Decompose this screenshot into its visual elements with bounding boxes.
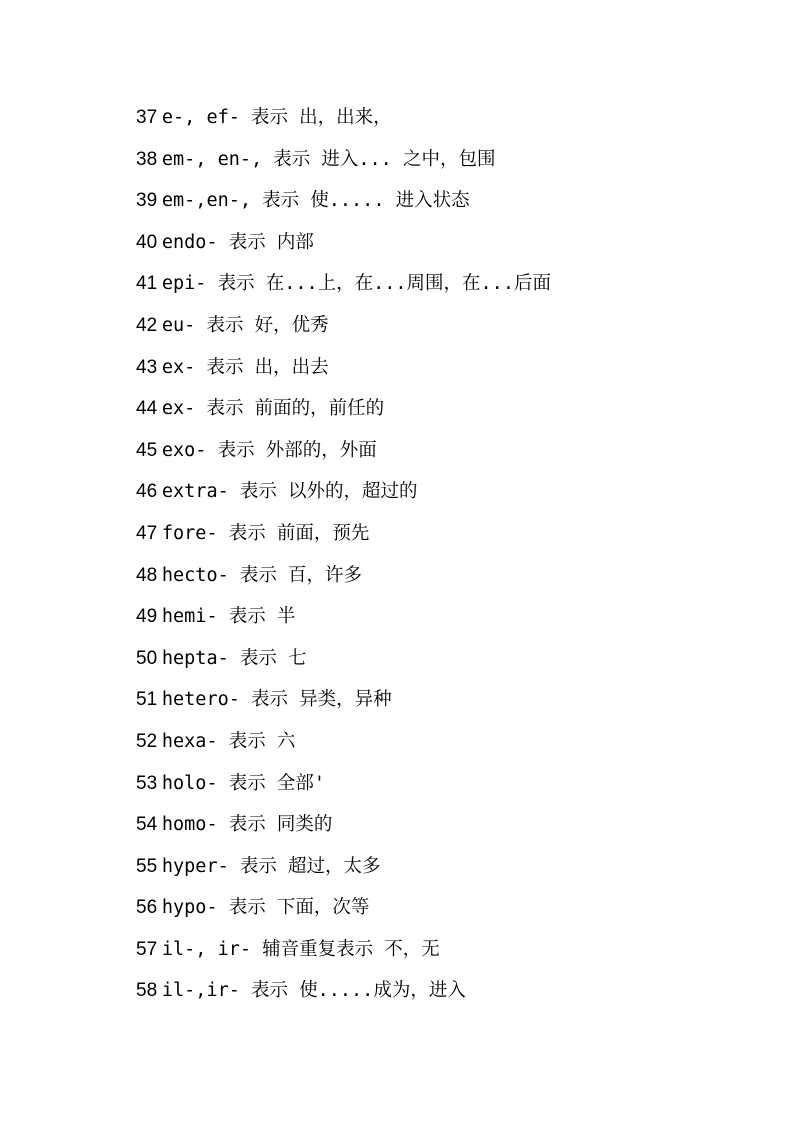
- list-item: [136, 310, 551, 352]
- entry-number: 41: [136, 273, 158, 295]
- list-item: [136, 934, 551, 976]
- list-item: [136, 227, 551, 269]
- entry-text: e-, ef- 表示 出，出来，: [161, 107, 392, 128]
- entry-number: 40: [136, 231, 158, 253]
- list-item: [136, 144, 551, 186]
- list-item: [136, 435, 551, 477]
- entry-number: 50: [136, 647, 158, 669]
- entry-number: 42: [136, 314, 158, 336]
- list-item: [136, 768, 551, 810]
- entry-text: holo- 表示 全部': [161, 772, 325, 794]
- entry-number: 37: [136, 107, 158, 128]
- entry-number: 54: [136, 814, 158, 836]
- entry-number: 38: [136, 148, 158, 170]
- entry-number: 56: [136, 897, 158, 919]
- entry-number: 39: [136, 190, 158, 212]
- entry-number: 52: [136, 730, 158, 752]
- entry-text: hecto- 表示 百，许多: [161, 564, 362, 586]
- list-item: [136, 809, 551, 851]
- prefix-list: [136, 102, 551, 1017]
- entry-number: 51: [136, 689, 158, 711]
- list-item: [136, 268, 551, 310]
- list-item: [136, 185, 551, 227]
- list-item: [136, 352, 551, 394]
- list-item: [136, 851, 551, 893]
- entry-text: em-,en-, 表示 使..... 进入状态: [161, 190, 470, 212]
- entry-number: 48: [136, 564, 158, 586]
- list-item: [136, 518, 551, 560]
- list-item: [136, 975, 551, 1017]
- entry-text: hypo- 表示 下面，次等: [161, 897, 370, 919]
- entry-text: endo- 表示 内部: [161, 231, 314, 253]
- list-item: [136, 393, 551, 435]
- entry-number: 44: [136, 398, 158, 420]
- entry-text: exo- 表示 外部的，外面: [161, 439, 377, 461]
- list-item: [136, 892, 551, 934]
- list-item: [136, 643, 551, 685]
- entry-text: epi- 表示 在...上，在...周围，在...后面: [161, 273, 551, 295]
- entry-text: hyper- 表示 超过，太多: [161, 855, 381, 877]
- list-item: [136, 560, 551, 602]
- entry-number: 43: [136, 356, 158, 378]
- list-item: [136, 102, 551, 144]
- entry-number: 57: [136, 938, 158, 960]
- entry-text: eu- 表示 好，优秀: [161, 314, 329, 336]
- entry-text: il-, ir- 辅音重复表示 不，无: [161, 938, 440, 960]
- entry-number: 55: [136, 855, 158, 877]
- entry-text: hemi- 表示 半: [161, 606, 296, 628]
- entry-text: hetero- 表示 异类，异种: [161, 689, 392, 711]
- entry-text: hexa- 表示 六: [161, 730, 296, 752]
- entry-text: extra- 表示 以外的，超过的: [161, 481, 418, 503]
- entry-text: fore- 表示 前面，预先: [161, 522, 370, 544]
- entry-text: em-, en-, 表示 进入... 之中，包围: [161, 148, 496, 170]
- entry-number: 47: [136, 522, 158, 544]
- entry-text: ex- 表示 出，出去: [161, 356, 329, 378]
- list-item: [136, 476, 551, 518]
- entry-number: 49: [136, 606, 158, 628]
- entry-text: il-,ir- 表示 使.....成为，进入: [161, 980, 466, 1002]
- entry-text: homo- 表示 同类的: [161, 814, 333, 836]
- entry-number: 45: [136, 439, 158, 461]
- list-item: [136, 726, 551, 768]
- entry-number: 53: [136, 772, 158, 794]
- list-item: [136, 601, 551, 643]
- entry-number: 58: [136, 980, 158, 1002]
- list-item: [136, 684, 551, 726]
- entry-text: ex- 表示 前面的，前任的: [161, 398, 385, 420]
- entry-number: 46: [136, 481, 158, 503]
- entry-text: hepta- 表示 七: [161, 647, 307, 669]
